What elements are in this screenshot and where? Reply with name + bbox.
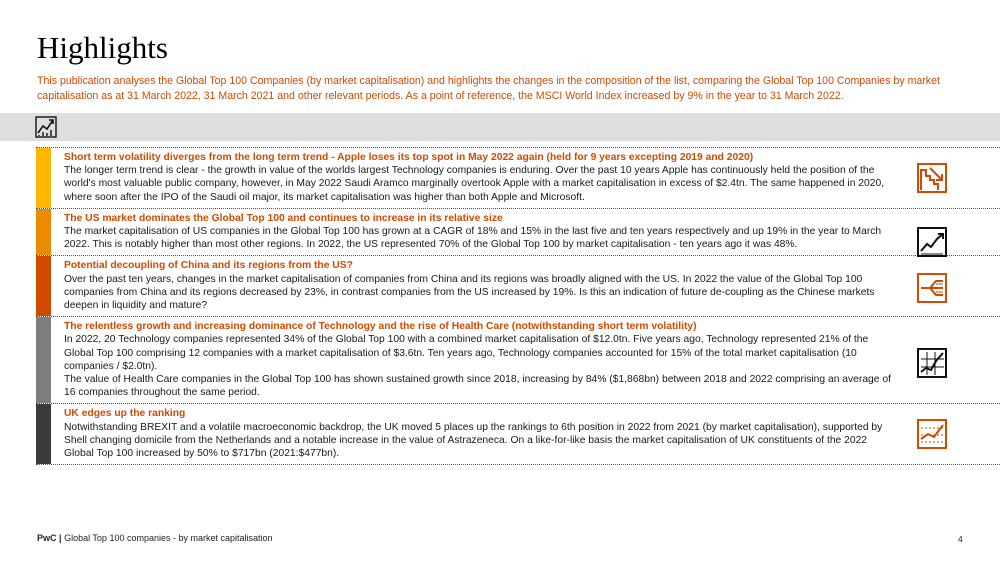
highlight-body: Over the past ten years, changes in the market capitalisation of companies from China and its regions was broadly aligned with the US. In 2022 the value of the Global Top 100 companies from China and its regions decreased by 23%, in contrast companies from the US increased by 19%. Is this an indication of future de-coupling as the Chinese markets deepen in liquidity and mature?: [64, 273, 875, 312]
highlight-row-china: [36, 256, 1000, 317]
page-number: 4: [958, 534, 963, 544]
chart-trend-icon: [35, 116, 57, 138]
line-growth-icon: [916, 226, 948, 258]
highlight-body: The market capitalisation of US companies in the Global Top 100 has grown at a CAGR of 18% and 15% in the last five and ten years respectively and up 19% in the year to March 2022. This is notably higher than most other regions. In 2022, the US represented 70% of the Global Top 100 by market capitalisation - ten years ago it was 48%.: [64, 226, 882, 251]
highlight-row-us: [36, 209, 1000, 257]
intro-paragraph: This publication analyses the Global Top 100 Companies (by market capitalisation) and highlights the changes in the composition of the list, comparing the Global Top 100 Companies by market capitalisation as at 31 March 2022, 31 March 2021 and other relevant periods. As a point of reference, the MSCI World Index increased by 9% in the year to 31 March 2022.: [37, 75, 940, 102]
footer-separator: |: [59, 533, 62, 543]
declining-bars-icon: [916, 162, 948, 194]
highlight-row-uk: [36, 404, 1000, 465]
footer-brand: PwC: [37, 533, 57, 543]
highlight-row-apple: [36, 147, 1000, 209]
highlight-heading: UK edges up the ranking: [64, 408, 186, 420]
highlight-heading: Potential decoupling of China and its regions from the US?: [64, 260, 353, 272]
section-band: [0, 113, 1000, 141]
row-color-bar: [36, 317, 51, 403]
row-color-bar: [36, 256, 51, 316]
highlight-body: In 2022, 20 Technology companies represented 34% of the Global Top 100 with a combined market capitalisation of $12.0tn. Five years ago, Technology represented 21% of the Global Top 100 comprising 12 companies with a market capitalisation of $3.6tn. Ten years ago, Technology companies accounted for 15% of the total market capitalisation (10 companies / $2.0tn).: [64, 334, 869, 372]
highlight-heading: Short term volatility diverges from the long term trend - Apple loses its top spot in May 2022 again (held for 9 years excepting 2019 and 2020): [64, 152, 754, 163]
highlight-heading: The US market dominates the Global Top 100 and continues to increase in its relative size: [64, 212, 503, 224]
highlight-heading: The relentless growth and increasing dominance of Technology and the rise of Health Care (notwithstanding short term volatility): [64, 321, 697, 333]
row-color-bar: [36, 148, 51, 208]
footer: [37, 533, 273, 543]
row-color-bar: [36, 404, 51, 464]
chart-grid-icon: [916, 347, 948, 379]
page-title: Highlights: [37, 30, 168, 65]
highlight-body-2: The value of Health Care companies in the Global Top 100 has shown sustained growth since 2018, increasing by 84% ($1,868bn) between 2018 and 2022 comprising an average of 16 companies throughout the same period.: [64, 374, 891, 399]
highlight-row-technology: [36, 317, 1000, 404]
footer-text: Global Top 100 companies - by market capitalisation: [64, 533, 273, 543]
line-chart-dashed-icon: [916, 418, 948, 450]
highlights-list: [36, 147, 1000, 465]
highlight-body: The longer term trend is clear - the growth in value of the worlds largest Technology companies is enduring. Over the past 10 years Apple has continuously held the position of the world's most valuable public company, however, in May 2022 Saudi Aramco marginally overtook Apple with a market capitalisation in excess of $2.4tn. The same happened in 2020, where soon after the IPO of the Saudi oil major, its market capitalisation was higher than both Apple and Microsoft.: [64, 165, 885, 203]
highlight-body: Notwithstanding BREXIT and a volatile macroeconomic backdrop, the UK moved 5 places up the rankings to 6th position in 2022 from 2021 (by market capitalisation), supported by Shell changing domicile from the Netherlands and a notable increase in the value of Astrazeneca. On a like-for-like basis the market capitalisation of UK constituents of the 2022 Global Top 100 increased by 50% to $717bn (2021:$477bn).: [64, 421, 883, 460]
row-color-bar: [36, 209, 51, 256]
diverging-lines-icon: [916, 272, 948, 304]
